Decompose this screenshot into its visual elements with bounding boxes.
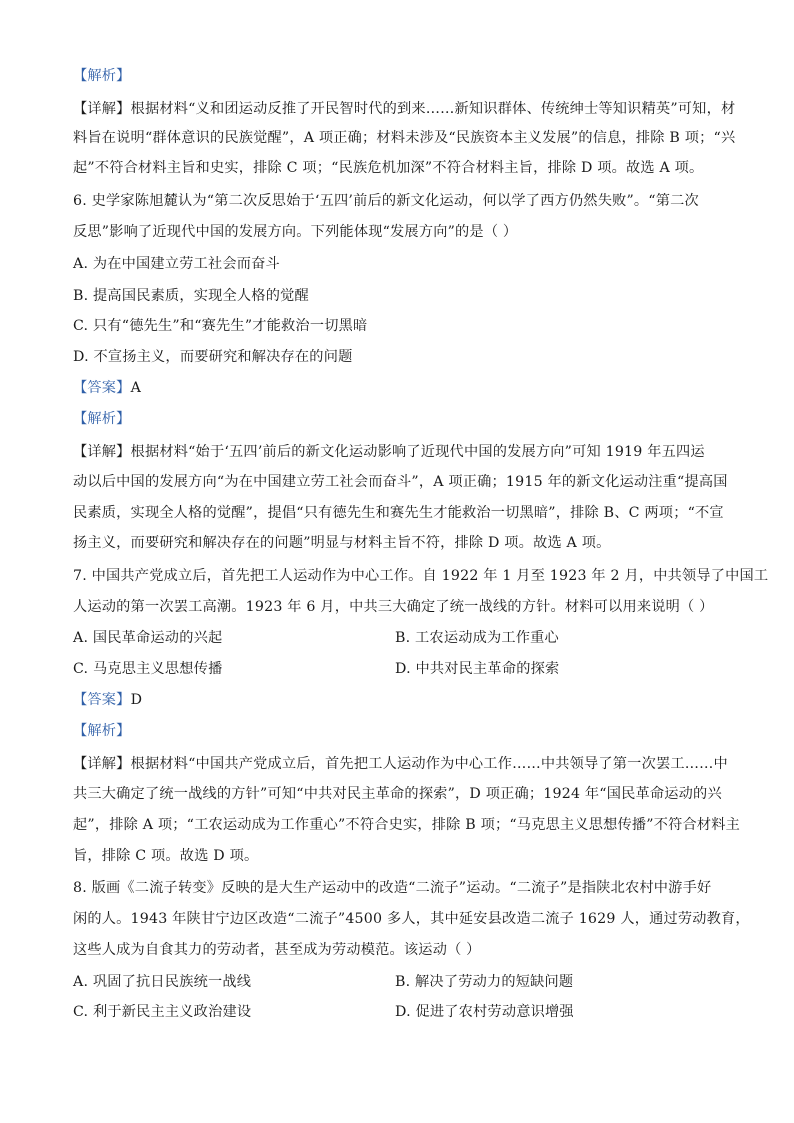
question-6-option-c: C. 只有“德先生”和“赛先生”才能救治一切黑暗 bbox=[73, 318, 368, 334]
answer-value: A bbox=[130, 380, 142, 396]
question-6-stem: 反思”影响了近现代中国的发展方向。下列能体现“发展方向”的是（ ） bbox=[73, 224, 518, 240]
question-6-option-a: A. 为在中国建立劳工社会而奋斗 bbox=[73, 256, 280, 272]
question-7-option-a: A. 国民革命运动的兴起 bbox=[73, 630, 223, 646]
answer-row bbox=[73, 378, 723, 398]
question-8-option-d: D. 促进了农村劳动意识增强 bbox=[395, 1004, 574, 1020]
detail-line: 【详解】根据材料“中国共产党成立后，首先把工人运动作为中心工作……中共领导了第一次罢工……中 bbox=[73, 756, 728, 772]
analysis-label: 【解析】 bbox=[73, 723, 131, 739]
question-8-stem: 这些人成为自食其力的劳动者，甚至成为劳动模范。该运动（ ） bbox=[73, 942, 481, 958]
detail-line: 【详解】根据材料“始于‘五四’前后的新文化运动影响了近现代中国的发展方向”可知 1919 年五四运 bbox=[73, 444, 705, 460]
detail-line: 共三大确定了统一战线的方针”可知“中共对民主革命的探索”，D 项正确；1924 年“国民革命运动的兴 bbox=[73, 786, 722, 802]
question-6-stem: 6. 史学家陈旭麓认为“第二次反思始于‘五四’前后的新文化运动，何以学了西方仍然失败”。“第二次 bbox=[73, 193, 699, 209]
detail-line: 扬主义，而要研究和解决存在的问题”明显与材料主旨不符，排除 D 项。故选 A 项。 bbox=[73, 535, 611, 551]
question-7-option-c: C. 马克思主义思想传播 bbox=[73, 661, 223, 677]
detail-line: 起”，排除 A 项；“工农运动成为工作重心”不符合史实，排除 B 项；“马克思主义思想传播”不符合材料主 bbox=[73, 817, 741, 833]
question-7-stem: 7. 中国共产党成立后，首先把工人运动作为中心工作。自 1922 年 1 月至 1923 年 2 月，中共领导了中国工 bbox=[73, 568, 769, 584]
analysis-label: 【解析】 bbox=[73, 68, 131, 84]
answer-value: D bbox=[130, 692, 143, 708]
detail-line: 【详解】根据材料“义和团运动反推了开民智时代的到来……新知识群体、传统绅士等知识精英”可知，材 bbox=[73, 101, 736, 117]
analysis-label: 【解析】 bbox=[73, 411, 131, 427]
question-7-option-b: B. 工农运动成为工作重心 bbox=[395, 630, 559, 646]
question-6-option-b: B. 提高国民素质，实现全人格的觉醒 bbox=[73, 288, 309, 304]
question-7-stem: 人运动的第一次罢工高潮。1923 年 6 月，中共三大确定了统一战线的方针。材料可以用来说明（ ） bbox=[73, 599, 714, 615]
detail-line: 料旨在说明“群体意识的民族觉醒”，A 项正确；材料未涉及“民族资本主义发展”的信息，排除 B 项；“兴 bbox=[73, 130, 736, 146]
question-8-stem: 8. 版画《二流子转变》反映的是大生产运动中的改造“二流子”运动。“二流子”是指陕北农村中游手好 bbox=[73, 880, 712, 896]
answer-label: 【答案】 bbox=[73, 380, 131, 396]
question-8-option-c: C. 利于新民主主义政治建设 bbox=[73, 1004, 252, 1020]
detail-line: 动以后中国的发展方向“为在中国建立劳工社会而奋斗”，A 项正确；1915 年的新文化运动注重“提高国 bbox=[73, 474, 728, 490]
question-7-option-d: D. 中共对民主革命的探索 bbox=[395, 661, 560, 677]
answer-label: 【答案】 bbox=[73, 692, 131, 708]
question-8-option-a: A. 巩固了抗日民族统一战线 bbox=[73, 974, 252, 990]
question-6-option-d: D. 不宣扬主义，而要研究和解决存在的问题 bbox=[73, 349, 353, 365]
question-8-stem: 闲的人。1943 年陕甘宁边区改造“二流子”4500 多人，其中延安县改造二流子 1629 人，通过劳动教育， bbox=[73, 911, 750, 927]
answer-row bbox=[73, 690, 723, 710]
question-8-option-b: B. 解决了劳动力的短缺问题 bbox=[395, 974, 574, 990]
detail-line: 民素质，实现全人格的觉醒”，提倡“只有德先生和赛先生才能救治一切黑暗”，排除 B、C 两项；“不宣 bbox=[73, 505, 724, 521]
detail-line: 起”不符合材料主旨和史实，排除 C 项；“民族危机加深”不符合材料主旨，排除 D 项。故选 A 项。 bbox=[73, 160, 704, 176]
detail-line: 旨，排除 C 项。故选 D 项。 bbox=[73, 848, 259, 864]
